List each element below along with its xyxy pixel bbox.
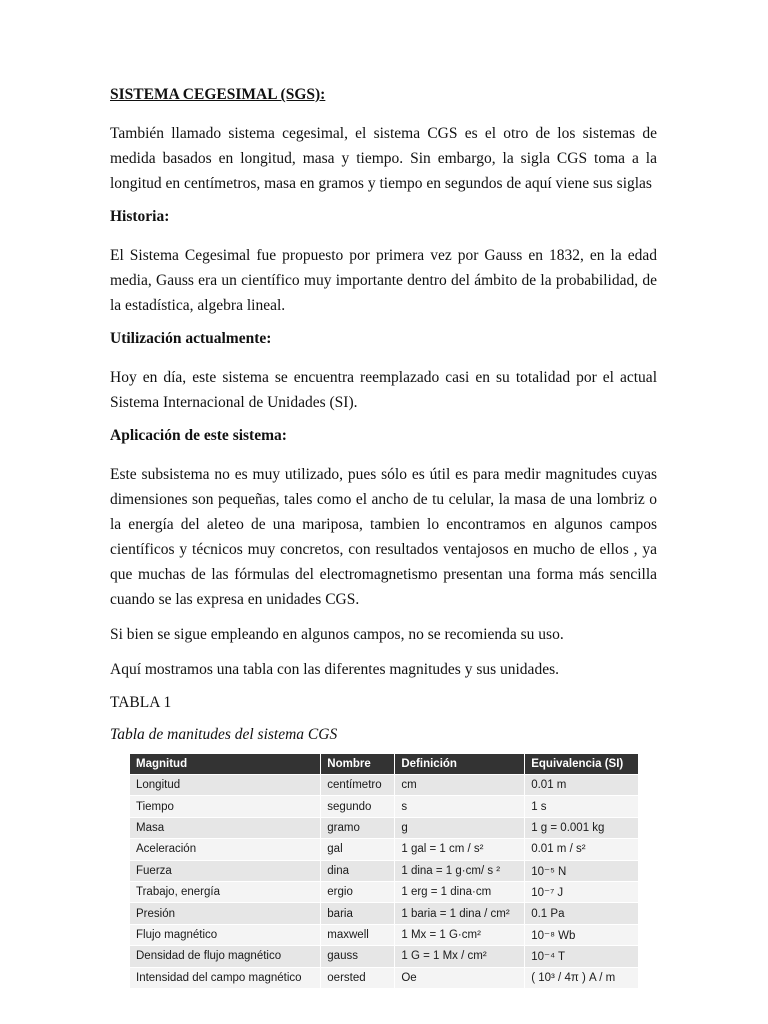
recomienda-paragraph: Si bien se sigue empleando en algunos campos, no se recomienda su uso.: [110, 626, 564, 643]
table-row: [130, 860, 639, 881]
cell-magnitud: Masa: [130, 817, 321, 838]
header-magnitud: Magnitud: [130, 754, 321, 775]
cell-nombre: segundo: [321, 796, 395, 817]
cell-magnitud: Aceleración: [130, 839, 321, 860]
historia-heading: Historia:: [110, 208, 170, 225]
aplicacion-heading: Aplicación de este sistema:: [110, 427, 287, 444]
cell-definicion: s: [395, 796, 525, 817]
document-body: [110, 84, 657, 757]
cell-nombre: maxwell: [321, 924, 395, 945]
document-title: SISTEMA CEGESIMAL (SGS):: [110, 86, 326, 103]
cell-definicion: 1 Mx = 1 G·cm²: [395, 924, 525, 945]
cell-nombre: ergio: [321, 881, 395, 902]
table-row: [130, 881, 639, 902]
cell-equivalencia: 0.01 m: [525, 775, 639, 796]
header-equivalencia: Equivalencia (SI): [525, 754, 639, 775]
cell-equivalencia: 1 g = 0.001 kg: [525, 817, 639, 838]
table-row: [130, 924, 639, 945]
cell-magnitud: Flujo magnético: [130, 924, 321, 945]
table-header-row: [130, 754, 639, 775]
cell-definicion: 1 erg = 1 dina·cm: [395, 881, 525, 902]
magnitudes-table: [130, 754, 639, 988]
cell-equivalencia: 0.1 Pa: [525, 903, 639, 924]
table-row: [130, 817, 639, 838]
cell-definicion: g: [395, 817, 525, 838]
cell-nombre: dina: [321, 860, 395, 881]
cell-magnitud: Tiempo: [130, 796, 321, 817]
table-row: [130, 946, 639, 967]
cell-magnitud: Trabajo, energía: [130, 881, 321, 902]
cell-equivalencia: 10⁻⁴ T: [525, 946, 639, 967]
intro-paragraph: También llamado sistema cegesimal, el sistema CGS es el otro de los sistemas de medida basados en longitud, masa y tiempo. Sin embargo, la sigla CGS toma a la longitud en centímetros, masa en gramos y tiempo en segundos de aquí viene sus siglas: [110, 125, 657, 192]
cell-nombre: gal: [321, 839, 395, 860]
table-row: [130, 775, 639, 796]
cell-nombre: baria: [321, 903, 395, 924]
table-row: [130, 839, 639, 860]
utilizacion-heading: Utilización actualmente:: [110, 330, 272, 347]
cell-nombre: gramo: [321, 817, 395, 838]
aplicacion-paragraph: Este subsistema no es muy utilizado, pues sólo es útil es para medir magnitudes cuyas dimensiones son pequeñas, tales como el ancho de tu celular, la masa de una lombriz o la energía del aleteo de una mariposa, tambien lo encontramos en algunos campos científicos y técnicos muy concretos, con resultados ventajosos en mucho de ellos , ya que muchas de las fórmulas del electromagnetismo presentan una forma más sencilla cuando se las expresa en unidades CGS.: [110, 466, 657, 608]
header-definicion: Definición: [395, 754, 525, 775]
cell-nombre: oersted: [321, 967, 395, 988]
cell-equivalencia: 10⁻⁷ J: [525, 881, 639, 902]
cell-nombre: centímetro: [321, 775, 395, 796]
cell-equivalencia: ( 10³ / 4π ) A / m: [525, 967, 639, 988]
cell-definicion: Oe: [395, 967, 525, 988]
cell-magnitud: Fuerza: [130, 860, 321, 881]
cell-definicion: 1 dina = 1 g·cm/ s ²: [395, 860, 525, 881]
tabla-label: TABLA 1: [110, 694, 172, 711]
cell-magnitud: Intensidad del campo magnético: [130, 967, 321, 988]
cell-equivalencia: 10⁻⁸ Wb: [525, 924, 639, 945]
cell-definicion: 1 G = 1 Mx / cm²: [395, 946, 525, 967]
table-row: [130, 903, 639, 924]
tabla-intro-paragraph: Aquí mostramos una tabla con las diferentes magnitudes y sus unidades.: [110, 661, 559, 678]
table-row: [130, 796, 639, 817]
table-row: [130, 967, 639, 988]
cell-nombre: gauss: [321, 946, 395, 967]
historia-paragraph: El Sistema Cegesimal fue propuesto por primera vez por Gauss en 1832, en la edad media, Gauss era un científico muy importante dentro del ámbito de la probabilidad, de la estadística, algebra lineal.: [110, 247, 657, 314]
cell-magnitud: Longitud: [130, 775, 321, 796]
header-nombre: Nombre: [321, 754, 395, 775]
cell-equivalencia: 0.01 m / s²: [525, 839, 639, 860]
cell-equivalencia: 10⁻⁵ N: [525, 860, 639, 881]
cell-definicion: cm: [395, 775, 525, 796]
cell-definicion: 1 baria = 1 dina / cm²: [395, 903, 525, 924]
tabla-caption: Tabla de manitudes del sistema CGS: [110, 726, 338, 743]
cell-definicion: 1 gal = 1 cm / s²: [395, 839, 525, 860]
cell-equivalencia: 1 s: [525, 796, 639, 817]
cell-magnitud: Presión: [130, 903, 321, 924]
utilizacion-paragraph: Hoy en día, este sistema se encuentra reemplazado casi en su totalidad por el actual Sistema Internacional de Unidades (SI).: [110, 369, 657, 411]
cell-magnitud: Densidad de flujo magnético: [130, 946, 321, 967]
